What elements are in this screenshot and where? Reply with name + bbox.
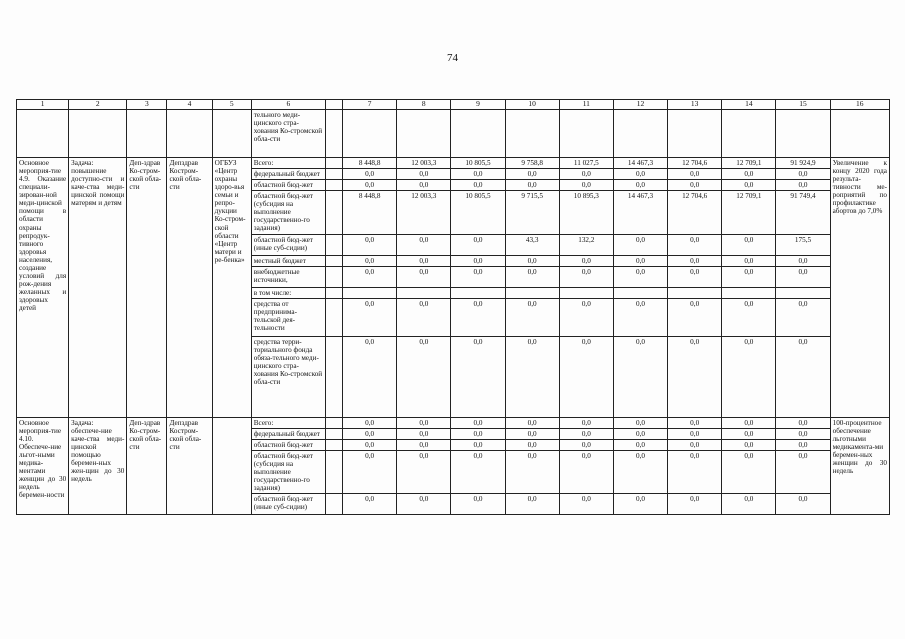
- amount-cell: 0,0: [559, 417, 613, 428]
- amount-cell: 0,0: [722, 428, 776, 439]
- amount-cell: [613, 287, 667, 298]
- amount-cell: 0,0: [613, 336, 667, 417]
- amount-cell: 0,0: [613, 266, 667, 287]
- amount-cell: 0,0: [559, 298, 613, 336]
- column-header: 12: [613, 100, 667, 110]
- spacer-cell: [326, 417, 343, 428]
- amount-cell: 12 704,6: [668, 191, 722, 234]
- amount-cell: 0,0: [451, 336, 505, 417]
- activity-cell: Основное мероприя-тие 4.9. Оказание специали-зирован-ной меди-цинской помощи в области охраны репродук-тивного здоровья населения, создание условий для рож-дения желанных и здоровых детей: [17, 158, 69, 418]
- spacer-cell: [326, 110, 343, 158]
- amount-cell: 0,0: [451, 266, 505, 287]
- amount-cell: [776, 287, 830, 298]
- amount-cell: 0,0: [776, 266, 830, 287]
- amount-cell: 0,0: [559, 266, 613, 287]
- funding-source-cell: Всего:: [251, 417, 325, 428]
- responsible-cell: Деп-здрав Ко-стром-ской обла-сти: [127, 158, 167, 418]
- amount-cell: 0,0: [343, 417, 397, 428]
- amount-cell: 0,0: [559, 169, 613, 180]
- amount-cell: 0,0: [397, 169, 451, 180]
- amount-cell: 0,0: [451, 428, 505, 439]
- amount-cell: [668, 287, 722, 298]
- spacer-cell: [326, 158, 343, 169]
- spacer-cell: [326, 450, 343, 493]
- amount-cell: 0,0: [343, 298, 397, 336]
- amount-cell: 0,0: [397, 417, 451, 428]
- spacer-cell: [326, 494, 343, 515]
- amount-cell: 0,0: [343, 255, 397, 266]
- coexecutor-cell: Депздрав Костром-ской обла-сти: [167, 417, 212, 515]
- amount-cell: 0,0: [776, 428, 830, 439]
- task-cell: Задача: повышение доступно-сти и каче-ства меди-цинской помощи матерям и детям: [69, 158, 127, 418]
- amount-cell: 0,0: [505, 417, 559, 428]
- activity-4-10-funding-row: [17, 417, 890, 428]
- amount-cell: 0,0: [343, 169, 397, 180]
- amount-cell: 0,0: [451, 494, 505, 515]
- spacer-cell: [326, 255, 343, 266]
- amount-cell: 0,0: [397, 234, 451, 255]
- column-header: 8: [397, 100, 451, 110]
- amount-cell: 0,0: [397, 298, 451, 336]
- spacer-cell: [326, 428, 343, 439]
- spacer-cell: [326, 287, 343, 298]
- amount-cell: 0,0: [505, 439, 559, 450]
- column-header: 5: [212, 100, 251, 110]
- continuation-row: [17, 110, 890, 158]
- expected-result-cell: Увеличение к концу 2020 года результа-тивности ме-роприятий по профилактике абортов до 7,0%: [830, 158, 889, 418]
- amount-cell: 0,0: [776, 439, 830, 450]
- amount-cell: 0,0: [613, 234, 667, 255]
- amount-cell: 0,0: [613, 417, 667, 428]
- amount-cell: 0,0: [505, 450, 559, 493]
- spacer-cell: [326, 100, 343, 110]
- amount-cell: 91 749,4: [776, 191, 830, 234]
- activity-cell: Основное мероприя-тие 4.10. Обеспече-ние льгот-ными медика-ментами женщин до 30 недель беремен-ности: [17, 417, 69, 515]
- amount-cell: 0,0: [559, 494, 613, 515]
- amount-cell: 12 003,3: [397, 191, 451, 234]
- amount-cell: 0,0: [722, 234, 776, 255]
- amount-cell: 0,0: [722, 494, 776, 515]
- amount-cell: 0,0: [668, 417, 722, 428]
- column-header: 10: [505, 100, 559, 110]
- amount-cell: 0,0: [505, 180, 559, 191]
- amount-cell: 14 467,3: [613, 158, 667, 169]
- amount-cell: 0,0: [668, 180, 722, 191]
- amount-cell: 0,0: [343, 428, 397, 439]
- amount-cell: 0,0: [559, 450, 613, 493]
- amount-cell: 132,2: [559, 234, 613, 255]
- amount-cell: 0,0: [668, 428, 722, 439]
- amount-cell: 0,0: [776, 450, 830, 493]
- spacer-cell: [326, 169, 343, 180]
- amount-cell: 0,0: [559, 428, 613, 439]
- amount-cell: 0,0: [722, 180, 776, 191]
- amount-cell: 0,0: [451, 180, 505, 191]
- amount-cell: 0,0: [722, 336, 776, 417]
- column-header: 2: [69, 100, 127, 110]
- amount-cell: 0,0: [776, 417, 830, 428]
- amount-cell: 14 467,3: [613, 191, 667, 234]
- amount-cell: 0,0: [505, 169, 559, 180]
- page-number: 74: [447, 52, 458, 64]
- amount-cell: 0,0: [668, 450, 722, 493]
- column-header: 13: [668, 100, 722, 110]
- amount-cell: 9 758,8: [505, 158, 559, 169]
- amount-cell: 0,0: [776, 336, 830, 417]
- amount-cell: 0,0: [776, 255, 830, 266]
- amount-cell: 0,0: [559, 439, 613, 450]
- amount-cell: 0,0: [722, 439, 776, 450]
- funding-source-cell: внебюджетные источники,: [251, 266, 325, 287]
- column-number-row: [17, 100, 890, 110]
- funding-source-cell: федеральный бюджет: [251, 428, 325, 439]
- amount-cell: 0,0: [668, 439, 722, 450]
- amount-cell: 0,0: [776, 169, 830, 180]
- amount-cell: 0,0: [613, 255, 667, 266]
- amount-cell: [505, 287, 559, 298]
- column-header: 7: [343, 100, 397, 110]
- funding-source-cell: тельного меди-цинского стра-хования Ко-стромской обла-сти: [251, 110, 325, 158]
- amount-cell: 0,0: [343, 180, 397, 191]
- amount-cell: 0,0: [776, 494, 830, 515]
- amount-cell: 0,0: [397, 266, 451, 287]
- amount-cell: 0,0: [613, 494, 667, 515]
- funding-source-cell: областной бюд-жет: [251, 180, 325, 191]
- amount-cell: 0,0: [343, 336, 397, 417]
- amount-cell: [559, 287, 613, 298]
- amount-cell: 0,0: [668, 298, 722, 336]
- amount-cell: 0,0: [505, 494, 559, 515]
- amount-cell: 0,0: [451, 234, 505, 255]
- column-header: 4: [167, 100, 212, 110]
- amount-cell: 0,0: [397, 494, 451, 515]
- column-header: 15: [776, 100, 830, 110]
- funding-source-cell: местный бюджет: [251, 255, 325, 266]
- spacer-cell: [326, 234, 343, 255]
- column-header: 9: [451, 100, 505, 110]
- amount-cell: 10 805,5: [451, 158, 505, 169]
- column-header: 6: [251, 100, 325, 110]
- amount-cell: 0,0: [722, 266, 776, 287]
- amount-cell: 0,0: [668, 255, 722, 266]
- amount-cell: 0,0: [559, 180, 613, 191]
- funding-source-cell: в том числе:: [251, 287, 325, 298]
- amount-cell: 0,0: [451, 298, 505, 336]
- amount-cell: 0,0: [397, 255, 451, 266]
- column-header: 11: [559, 100, 613, 110]
- coexecutor-cell: Депздрав Костром-ской обла-сти: [167, 158, 212, 418]
- amount-cell: 12 704,6: [668, 158, 722, 169]
- funding-source-cell: областной бюд-жет (субсидия на выполнение государственно-го задания): [251, 191, 325, 234]
- amount-cell: 0,0: [397, 428, 451, 439]
- amount-cell: 0,0: [343, 266, 397, 287]
- amount-cell: 0,0: [668, 266, 722, 287]
- amount-cell: [722, 287, 776, 298]
- funding-source-cell: федеральный бюджет: [251, 169, 325, 180]
- spacer-cell: [326, 336, 343, 417]
- amount-cell: 0,0: [343, 439, 397, 450]
- amount-cell: [451, 287, 505, 298]
- amount-cell: 43,3: [505, 234, 559, 255]
- spacer-cell: [326, 439, 343, 450]
- amount-cell: 0,0: [397, 336, 451, 417]
- amount-cell: 0,0: [505, 255, 559, 266]
- amount-cell: 0,0: [668, 494, 722, 515]
- responsible-cell: Деп-здрав Ко-стром-ской обла-сти: [127, 417, 167, 515]
- amount-cell: 175,5: [776, 234, 830, 255]
- amount-cell: 0,0: [505, 336, 559, 417]
- spacer-cell: [326, 180, 343, 191]
- amount-cell: 0,0: [776, 180, 830, 191]
- amount-cell: 0,0: [397, 180, 451, 191]
- column-header: 14: [722, 100, 776, 110]
- amount-cell: 10 805,5: [451, 191, 505, 234]
- amount-cell: 0,0: [451, 169, 505, 180]
- budget-table: [16, 99, 890, 515]
- spacer-cell: [326, 266, 343, 287]
- expected-result-cell: 100-процентное обеспечение льготными медикамента-ми беремен-ных женщин до 30 недель: [830, 417, 889, 515]
- amount-cell: 0,0: [722, 450, 776, 493]
- funding-source-cell: областной бюд-жет (иные суб-сидии): [251, 494, 325, 515]
- amount-cell: 9 715,5: [505, 191, 559, 234]
- amount-cell: 0,0: [343, 450, 397, 493]
- amount-cell: 0,0: [505, 298, 559, 336]
- task-cell: Задача: обеспече-ние каче-ства меди-цинской помощью беремен-ных жен-щин до 30 недель: [69, 417, 127, 515]
- amount-cell: 0,0: [505, 266, 559, 287]
- funding-source-cell: областной бюд-жет: [251, 439, 325, 450]
- amount-cell: 8 448,8: [343, 158, 397, 169]
- amount-cell: 0,0: [451, 439, 505, 450]
- amount-cell: 0,0: [722, 298, 776, 336]
- participant-cell: ОГБУЗ «Центр охраны здоро-вья семьи и репро-дукции Ко-стром-ской области «Центр матери и ре-бенка»: [212, 158, 251, 418]
- column-header: 1: [17, 100, 69, 110]
- funding-source-cell: средства от предпринима-тельской дея-тельности: [251, 298, 325, 336]
- amount-cell: 0,0: [613, 180, 667, 191]
- amount-cell: 0,0: [397, 450, 451, 493]
- amount-cell: 0,0: [451, 450, 505, 493]
- spacer-cell: [326, 191, 343, 234]
- amount-cell: 0,0: [668, 336, 722, 417]
- funding-source-cell: Всего:: [251, 158, 325, 169]
- amount-cell: 0,0: [722, 169, 776, 180]
- amount-cell: 0,0: [559, 336, 613, 417]
- amount-cell: [397, 287, 451, 298]
- column-header: 16: [830, 100, 889, 110]
- funding-source-cell: областной бюд-жет (субсидия на выполнение государственно-го задания): [251, 450, 325, 493]
- amount-cell: 12 709,1: [722, 191, 776, 234]
- spacer-cell: [326, 298, 343, 336]
- amount-cell: 0,0: [343, 494, 397, 515]
- amount-cell: 0,0: [668, 234, 722, 255]
- activity-4-9-funding-row: [17, 158, 890, 169]
- participant-cell: [212, 417, 251, 515]
- amount-cell: 0,0: [451, 255, 505, 266]
- amount-cell: 0,0: [613, 298, 667, 336]
- amount-cell: 12 709,1: [722, 158, 776, 169]
- amount-cell: 12 003,3: [397, 158, 451, 169]
- funding-source-cell: областной бюд-жет (иные суб-сидии): [251, 234, 325, 255]
- amount-cell: 0,0: [613, 428, 667, 439]
- amount-cell: 0,0: [613, 169, 667, 180]
- amount-cell: 11 027,5: [559, 158, 613, 169]
- amount-cell: [343, 287, 397, 298]
- amount-cell: 0,0: [559, 255, 613, 266]
- amount-cell: 0,0: [505, 428, 559, 439]
- amount-cell: 91 924,9: [776, 158, 830, 169]
- column-header: 3: [127, 100, 167, 110]
- amount-cell: 0,0: [451, 417, 505, 428]
- amount-cell: 0,0: [776, 298, 830, 336]
- amount-cell: 0,0: [613, 439, 667, 450]
- funding-source-cell: средства терри-ториального фонда обяза-тельного меди-цинского стра-хования Ко-стромской обла-сти: [251, 336, 325, 417]
- amount-cell: 10 895,3: [559, 191, 613, 234]
- amount-cell: 0,0: [397, 439, 451, 450]
- amount-cell: 0,0: [722, 417, 776, 428]
- amount-cell: 0,0: [613, 450, 667, 493]
- amount-cell: 8 448,8: [343, 191, 397, 234]
- amount-cell: 0,0: [722, 255, 776, 266]
- amount-cell: 0,0: [343, 234, 397, 255]
- amount-cell: 0,0: [668, 169, 722, 180]
